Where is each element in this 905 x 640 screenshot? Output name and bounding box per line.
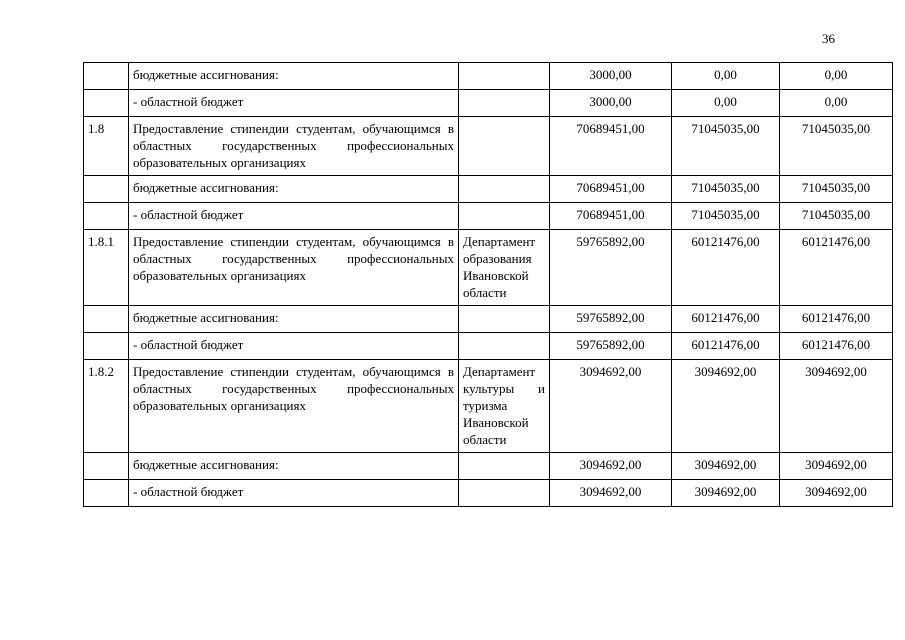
row-name: бюджетные ассигнования:	[129, 176, 459, 203]
table-row	[84, 203, 893, 230]
row-value-3: 71045035,00	[780, 203, 893, 230]
row-name: бюджетные ассигнования:	[129, 63, 459, 90]
row-executor	[459, 480, 550, 507]
row-number	[84, 176, 129, 203]
row-value-2: 3094692,00	[672, 360, 780, 453]
row-value-1: 3094692,00	[550, 480, 672, 507]
table-row	[84, 360, 893, 453]
row-value-1: 70689451,00	[550, 117, 672, 176]
row-value-2: 3094692,00	[672, 480, 780, 507]
row-name: Предоставление стипендии студентам, обучающимся в областных государственных профессиональных образовательных организациях	[129, 117, 459, 176]
row-value-2: 60121476,00	[672, 333, 780, 360]
row-value-3: 0,00	[780, 63, 893, 90]
table-row	[84, 90, 893, 117]
row-number	[84, 480, 129, 507]
row-value-1: 59765892,00	[550, 306, 672, 333]
row-value-1: 59765892,00	[550, 230, 672, 306]
row-number	[84, 306, 129, 333]
table-row	[84, 480, 893, 507]
row-value-3: 3094692,00	[780, 480, 893, 507]
table-row	[84, 306, 893, 333]
row-value-3: 60121476,00	[780, 333, 893, 360]
row-value-2: 71045035,00	[672, 176, 780, 203]
row-number: 1.8.2	[84, 360, 129, 453]
row-value-3: 71045035,00	[780, 117, 893, 176]
row-executor	[459, 333, 550, 360]
row-executor: Департамент культуры и туризма Ивановской области	[459, 360, 550, 453]
table-row	[84, 63, 893, 90]
row-number: 1.8	[84, 117, 129, 176]
row-name: Предоставление стипендии студентам, обучающимся в областных государственных профессиональных образовательных организациях	[129, 230, 459, 306]
table-row	[84, 230, 893, 306]
row-executor	[459, 203, 550, 230]
row-value-1: 3094692,00	[550, 453, 672, 480]
row-executor	[459, 453, 550, 480]
row-executor	[459, 306, 550, 333]
row-number	[84, 333, 129, 360]
table-row	[84, 453, 893, 480]
row-name: - областной бюджет	[129, 203, 459, 230]
table-row	[84, 117, 893, 176]
row-executor: Департамент образования Ивановской области	[459, 230, 550, 306]
row-number: 1.8.1	[84, 230, 129, 306]
row-value-3: 0,00	[780, 90, 893, 117]
row-value-2: 0,00	[672, 63, 780, 90]
page-number: 36	[822, 31, 835, 46]
row-value-2: 60121476,00	[672, 306, 780, 333]
row-value-3: 3094692,00	[780, 360, 893, 453]
row-value-3: 71045035,00	[780, 176, 893, 203]
table-row	[84, 333, 893, 360]
row-value-3: 60121476,00	[780, 230, 893, 306]
row-name: бюджетные ассигнования:	[129, 453, 459, 480]
row-value-2: 71045035,00	[672, 203, 780, 230]
table-row	[84, 176, 893, 203]
row-number	[84, 90, 129, 117]
row-value-2: 0,00	[672, 90, 780, 117]
budget-table	[83, 62, 893, 507]
row-name: бюджетные ассигнования:	[129, 306, 459, 333]
row-number	[84, 203, 129, 230]
row-executor	[459, 117, 550, 176]
row-value-2: 71045035,00	[672, 117, 780, 176]
row-value-3: 3094692,00	[780, 453, 893, 480]
row-value-1: 3000,00	[550, 63, 672, 90]
row-number	[84, 453, 129, 480]
row-value-1: 3000,00	[550, 90, 672, 117]
row-value-2: 60121476,00	[672, 230, 780, 306]
row-name: - областной бюджет	[129, 480, 459, 507]
row-number	[84, 63, 129, 90]
row-value-1: 59765892,00	[550, 333, 672, 360]
row-executor	[459, 90, 550, 117]
row-executor	[459, 63, 550, 90]
row-value-2: 3094692,00	[672, 453, 780, 480]
row-name: Предоставление стипендии студентам, обучающимся в областных государственных профессиональных образовательных организациях	[129, 360, 459, 453]
row-executor	[459, 176, 550, 203]
row-name: - областной бюджет	[129, 90, 459, 117]
row-value-1: 3094692,00	[550, 360, 672, 453]
row-name: - областной бюджет	[129, 333, 459, 360]
row-value-3: 60121476,00	[780, 306, 893, 333]
row-value-1: 70689451,00	[550, 203, 672, 230]
row-value-1: 70689451,00	[550, 176, 672, 203]
